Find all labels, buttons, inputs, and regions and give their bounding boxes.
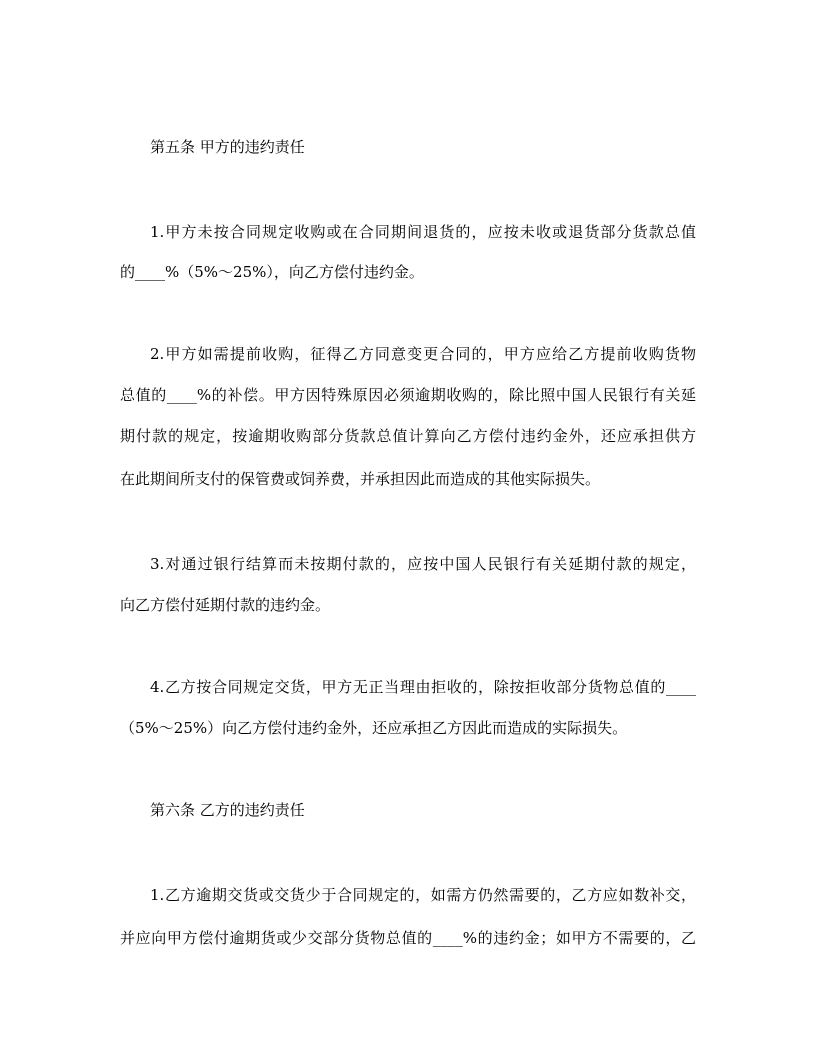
article5-clause1-line1: 1.甲方未按合同规定收购或在合同期间退货的，应按未收或退货部分货款总值 bbox=[150, 223, 696, 241]
article5-clause4-line1: 4.乙方按合同规定交货，甲方无正当理由拒收的，除按拒收部分货物总值的____ bbox=[150, 678, 696, 696]
article6-clause1-line2: 并应向甲方偿付逾期货或少交部分货物总值的____%的违约金；如甲方不需要的，乙 bbox=[120, 929, 696, 947]
article6-clause1-line1: 1.乙方逾期交货或交货少于合同规定的，如需方仍然需要的，乙方应如数补交， bbox=[150, 886, 696, 904]
article5-heading: 第五条 甲方的违约责任 bbox=[150, 138, 305, 156]
article5-clause2-line4: 在此期间所支付的保管费或饲养费，并承担因此而造成的其他实际损失。 bbox=[120, 470, 601, 488]
article5-clause2-line1: 2.甲方如需提前收购，征得乙方同意变更合同的，甲方应给乙方提前收购货物 bbox=[150, 345, 696, 363]
article5-clause1-line2: 的____%（5%～25%），向乙方偿付违约金。 bbox=[120, 263, 424, 281]
article5-clause2-line3: 期付款的规定，按逾期收购部分货款总值计算向乙方偿付违约金外，还应承担供方 bbox=[120, 427, 696, 445]
article5-clause3-line2: 向乙方偿付延期付款的违约金。 bbox=[120, 596, 331, 614]
article5-clause3-line1: 3.对通过银行结算而未按期付款的，应按中国人民银行有关延期付款的规定， bbox=[150, 555, 696, 573]
article5-clause4-line2: （5%～25%）向乙方偿付违约金外，还应承担乙方因此而造成的实际损失。 bbox=[120, 719, 628, 737]
article6-heading: 第六条 乙方的违约责任 bbox=[150, 801, 305, 819]
article5-clause2-line2: 总值的____%的补偿。甲方因特殊原因必须逾期收购的，除比照中国人民银行有关延 bbox=[120, 386, 696, 404]
